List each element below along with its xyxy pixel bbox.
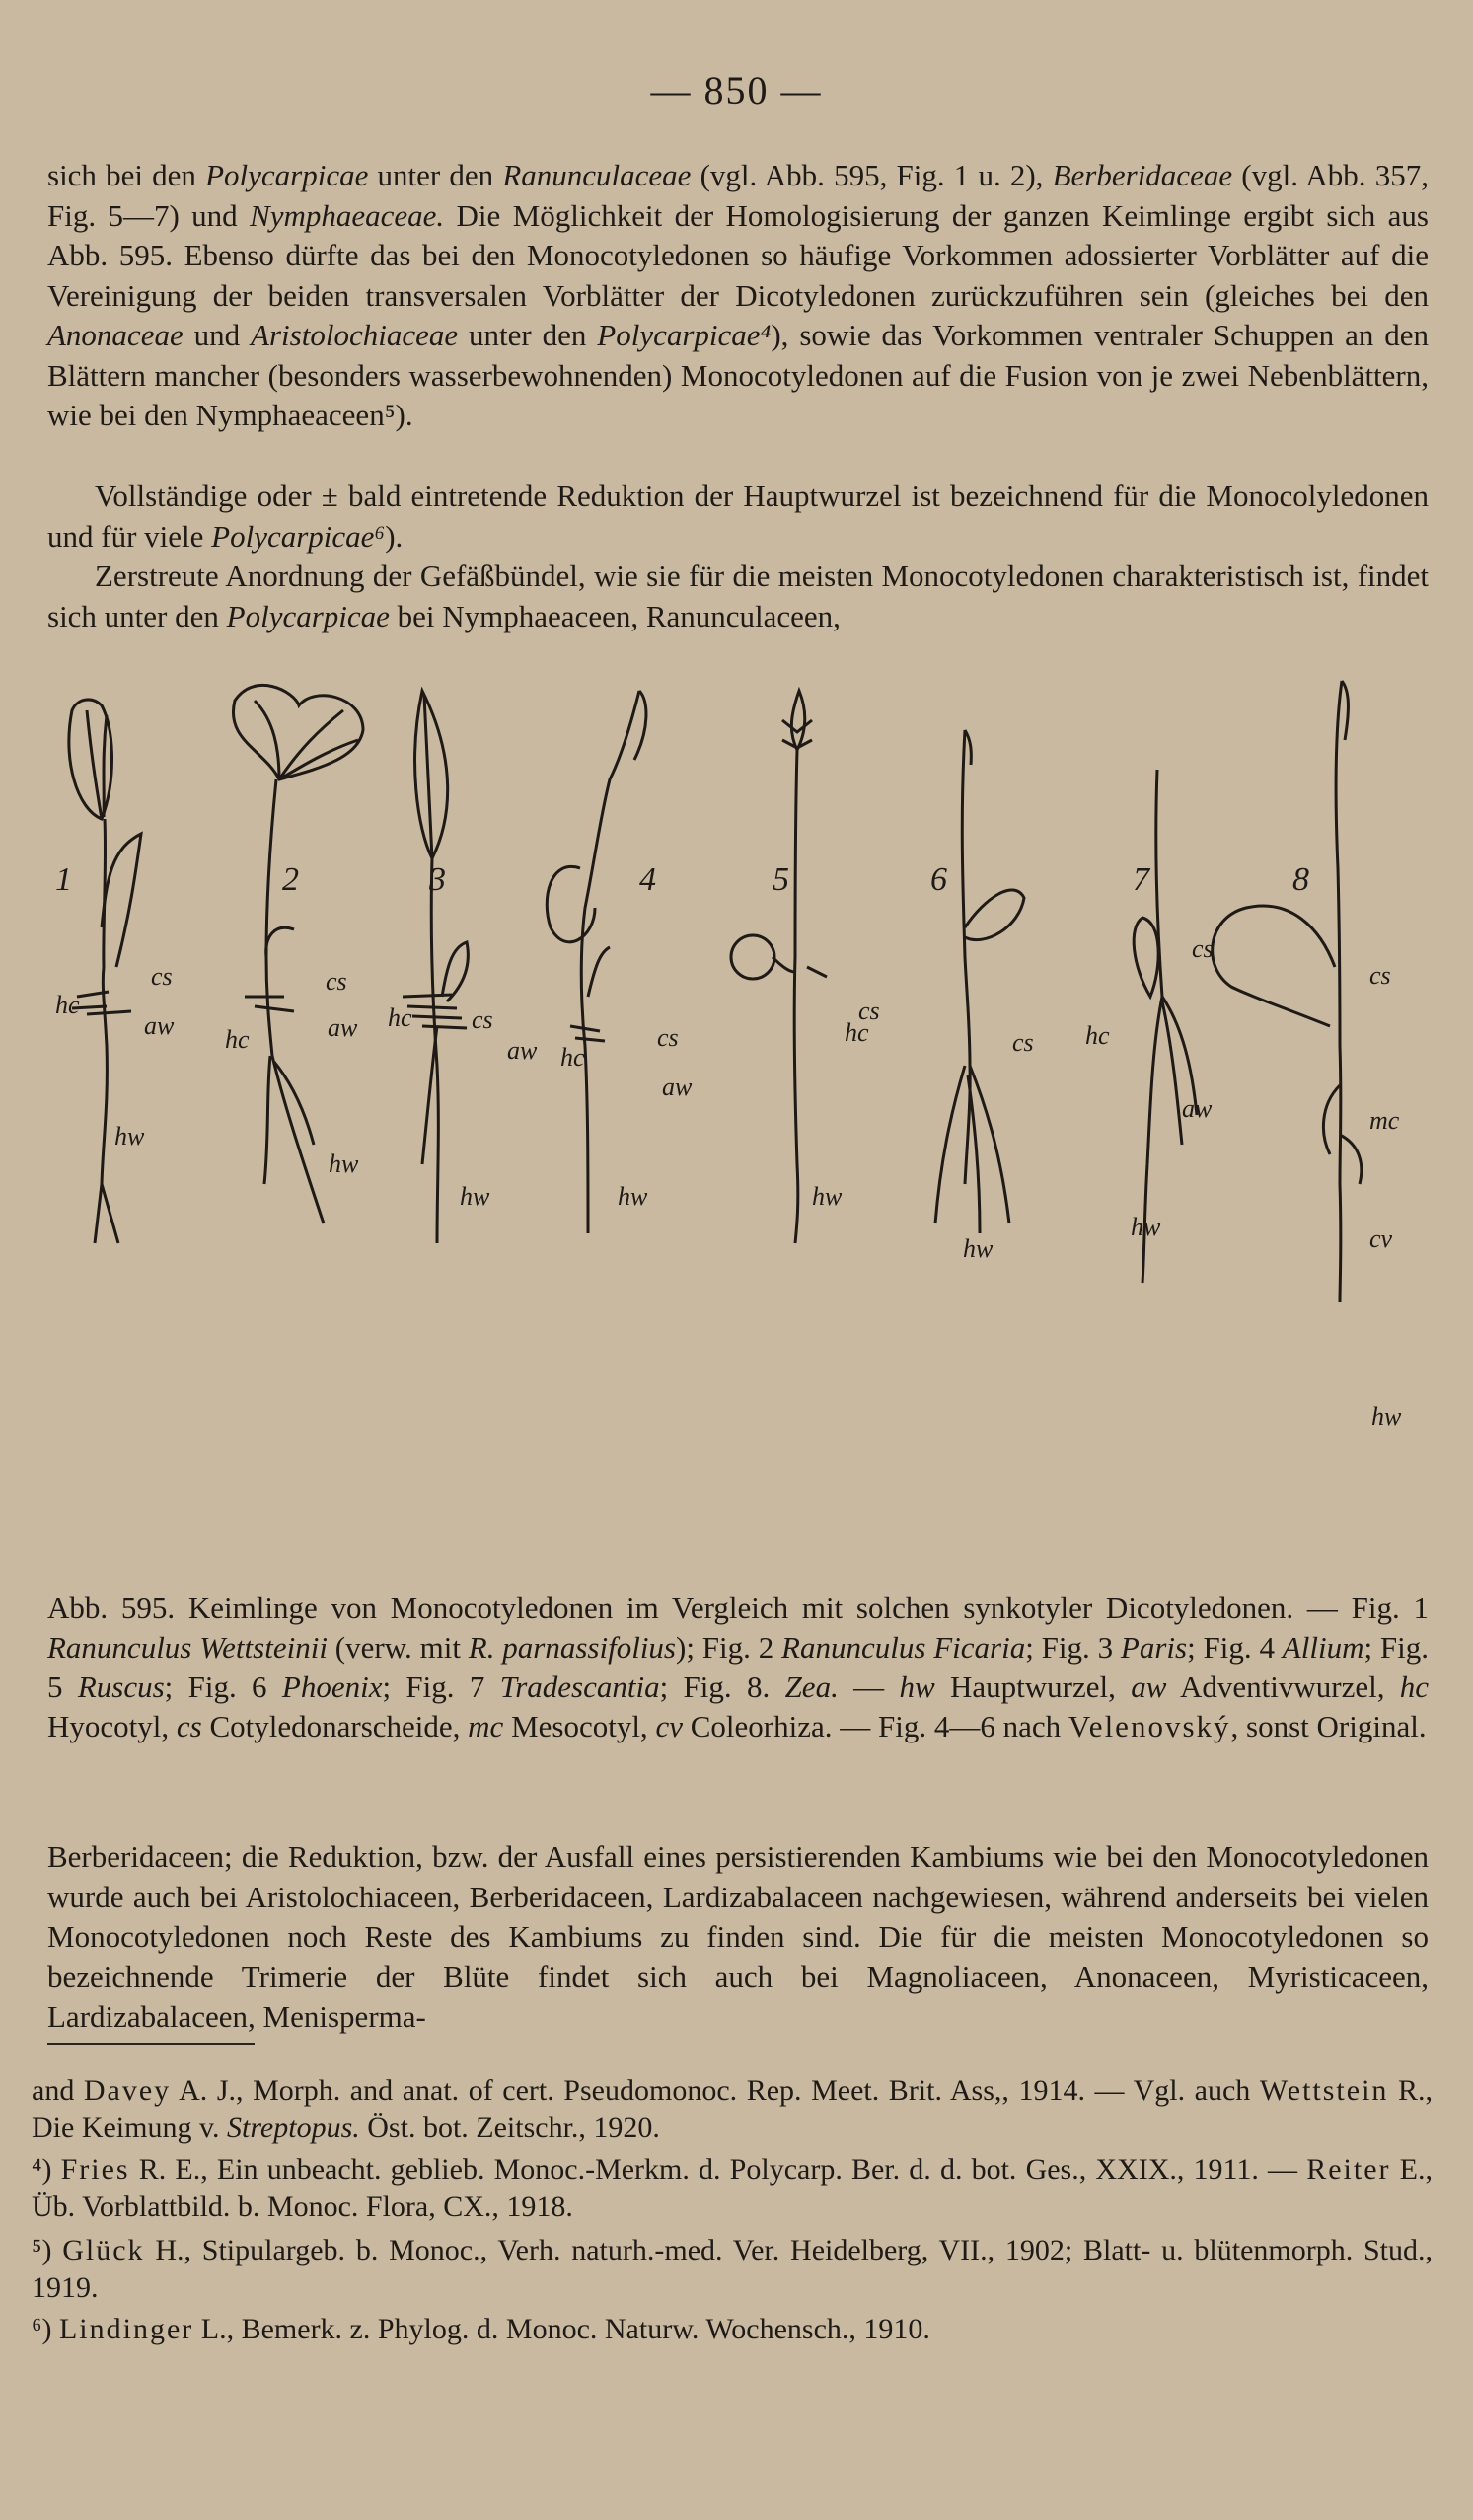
italic-segment: hw bbox=[899, 1669, 935, 1704]
label-hw-2: hw bbox=[329, 1149, 359, 1178]
paragraph-4 bbox=[47, 1837, 1429, 2038]
text-segment: — bbox=[838, 1669, 900, 1704]
text-segment: L., Bemerk. z. Phylog. d. Monoc. Naturw. Wochensch., 1910. bbox=[193, 2313, 930, 2345]
footnote-4 bbox=[32, 2151, 1433, 2226]
label-hc-1: hc bbox=[55, 991, 80, 1019]
text-segment: Hauptwurzel, bbox=[934, 1669, 1132, 1704]
text-segment: A. J., Morph. and anat. of cert. Pseudomonoc. Rep. Meet. Brit. Ass,, 1914. — Vgl. auch bbox=[171, 2074, 1260, 2107]
seedling-fig-1 bbox=[69, 700, 141, 1243]
label-hc-5: hc bbox=[845, 1018, 869, 1047]
text-segment: and bbox=[32, 2074, 84, 2107]
fig-number-5: 5 bbox=[773, 861, 789, 898]
italic-segment: Anonaceae bbox=[47, 318, 184, 352]
text-segment: Zerstreute Anordnung der Gefäßbündel, wie sie für die meisten Monocotyledonen charakteristisch ist, findet sich unter den bbox=[47, 558, 1429, 633]
italic-segment: Phoenix bbox=[281, 1669, 383, 1704]
italic-segment: Allium bbox=[1282, 1630, 1364, 1665]
text-segment: unter den bbox=[368, 158, 503, 192]
spaced-name-segment: Davey bbox=[83, 2074, 172, 2107]
italic-segment: Polycarpicae bbox=[226, 598, 390, 633]
seedling-fig-5 bbox=[731, 691, 827, 1243]
label-cs-7: cs bbox=[1192, 934, 1214, 963]
label-cv-8: cv bbox=[1369, 1224, 1393, 1253]
label-hw-1: hw bbox=[114, 1122, 145, 1150]
fig-number-6: 6 bbox=[930, 861, 947, 898]
text-segment: unter den bbox=[458, 318, 598, 352]
text-segment: Abb. 595. Keimlinge von Monocotyledonen im Vergleich mit solchen synkotyler Dicotyledonen. — Fig. 1 bbox=[47, 1591, 1429, 1625]
text-segment: Öst. bot. Zeitschr., 1920. bbox=[359, 2112, 660, 2144]
seedling-fig-4 bbox=[547, 691, 646, 1233]
spaced-name-segment: Glück bbox=[62, 2234, 145, 2266]
fig-number-2: 2 bbox=[282, 861, 299, 898]
footnote-continued bbox=[32, 2072, 1433, 2147]
italic-segment: Polycarpicae⁶ bbox=[211, 518, 386, 554]
label-cs-3: cs bbox=[472, 1005, 493, 1034]
italic-segment: Tradescantia bbox=[499, 1669, 660, 1704]
text-segment: R., Die Keimung v. bbox=[32, 2074, 1433, 2144]
seedling-fig-6 bbox=[935, 730, 1024, 1233]
label-hw-8: hw bbox=[1371, 1402, 1402, 1431]
text-segment: ); Fig. 2 bbox=[676, 1630, 782, 1665]
label-cs-4: cs bbox=[657, 1023, 679, 1052]
text-segment: ; Fig. 4 bbox=[1187, 1630, 1283, 1665]
label-hc-4: hc bbox=[560, 1043, 585, 1072]
italic-segment: Streptopus. bbox=[227, 2112, 360, 2144]
label-hw-7: hw bbox=[1131, 1213, 1161, 1241]
footnote-rule bbox=[47, 2043, 255, 2045]
footnote-6 bbox=[32, 2311, 1433, 2348]
text-segment: ; Fig. 7 bbox=[382, 1669, 500, 1704]
label-cs-1: cs bbox=[151, 962, 173, 991]
label-hw-6: hw bbox=[963, 1234, 994, 1263]
text-segment: ⁵) bbox=[32, 2234, 63, 2266]
spaced-name-segment: Reiter bbox=[1306, 2153, 1391, 2186]
fig-number-8: 8 bbox=[1292, 861, 1309, 898]
text-segment: Hyocotyl, bbox=[47, 1709, 177, 1743]
italic-segment: Berberidaceae bbox=[1052, 158, 1233, 192]
spaced-name-segment: Velenovský bbox=[1068, 1709, 1231, 1743]
paragraph-3 bbox=[47, 556, 1429, 636]
italic-segment: Paris bbox=[1120, 1630, 1188, 1665]
seedling-fig-7 bbox=[1134, 770, 1197, 1283]
label-aw-4: aw bbox=[662, 1073, 693, 1101]
italic-segment: Polycarpicae bbox=[205, 158, 369, 192]
italic-segment: hc bbox=[1399, 1669, 1430, 1704]
text-segment: ). bbox=[385, 518, 404, 554]
label-hc-3: hc bbox=[388, 1003, 412, 1032]
label-cs-5: cs bbox=[858, 997, 880, 1025]
label-hc-2: hc bbox=[225, 1025, 250, 1054]
italic-segment: cv bbox=[655, 1709, 683, 1743]
italic-segment: Zea. bbox=[784, 1669, 839, 1704]
text-segment: (verw. mit bbox=[327, 1630, 469, 1665]
fig-number-1: 1 bbox=[55, 861, 72, 898]
text-segment: , sonst Original. bbox=[1230, 1709, 1427, 1743]
seedling-fig-2 bbox=[233, 685, 363, 1223]
label-aw-7: aw bbox=[1182, 1094, 1213, 1123]
text-segment: ; Fig. 8. bbox=[659, 1669, 785, 1704]
label-hw-3: hw bbox=[460, 1182, 490, 1211]
fig-number-7: 7 bbox=[1133, 861, 1149, 898]
italic-segment: Ranunculaceae bbox=[502, 158, 692, 192]
text-segment: E., Üb. Vorblattbild. b. Monoc. Flora, CX., 1918. bbox=[32, 2153, 1434, 2223]
footnote-5 bbox=[32, 2232, 1433, 2307]
text-segment: Mesocotyl, bbox=[503, 1709, 656, 1743]
text-segment: ⁶) bbox=[32, 2313, 59, 2345]
spaced-name-segment: Wettstein bbox=[1259, 2074, 1389, 2107]
label-aw-2: aw bbox=[328, 1013, 358, 1042]
text-segment: (vgl. Abb. 357, Fig. 5—7) und bbox=[47, 158, 1429, 233]
italic-segment: Polycarpicae⁴ bbox=[597, 318, 772, 352]
text-segment: sich bei den bbox=[47, 158, 206, 192]
spaced-name-segment: Lindinger bbox=[58, 2313, 194, 2345]
label-hw-5: hw bbox=[812, 1182, 843, 1211]
text-segment: Adventivwurzel, bbox=[1166, 1669, 1400, 1704]
label-hw-4: hw bbox=[618, 1182, 648, 1211]
text-segment: und bbox=[183, 318, 252, 352]
figure-caption bbox=[47, 1589, 1429, 1746]
text-segment: (vgl. Abb. 595, Fig. 1 u. 2), bbox=[691, 158, 1053, 192]
italic-segment: Ranunculus Wettsteinii bbox=[47, 1630, 328, 1665]
text-segment: ), sowie das Vorkommen ventraler Schuppen an den Blättern mancher (besonders wasserbewohnenden) Monocotyledonen auf die Fusion von je zwei Nebenblättern, wie bei den Nymphaeaceen⁵). bbox=[47, 318, 1429, 432]
label-aw-1: aw bbox=[144, 1011, 175, 1040]
text-segment: Vollständige oder ± bald eintretende Reduktion der Hauptwurzel ist bezeichnend für die Monocolyledonen und für viele bbox=[47, 479, 1429, 554]
seedling-fig-3 bbox=[403, 691, 468, 1243]
seedling-figure bbox=[47, 671, 1448, 1598]
label-cs-6: cs bbox=[1012, 1028, 1034, 1057]
paragraph-2 bbox=[47, 477, 1429, 556]
label-mc-8: mc bbox=[1369, 1106, 1400, 1135]
seedling-fig-8 bbox=[1213, 681, 1362, 1302]
label-cs-8: cs bbox=[1369, 961, 1391, 990]
italic-segment: Ranunculus Ficaria bbox=[781, 1630, 1026, 1665]
paragraph-1 bbox=[47, 156, 1429, 436]
italic-segment: mc bbox=[468, 1709, 504, 1743]
label-hc-7: hc bbox=[1085, 1021, 1110, 1050]
text-segment: Die Möglichkeit der Homologisierung der ganzen Keimlinge ergibt sich aus Abb. 595. Ebenso dürfte das bei den Monocotyledonen so häufige Vorkommen adossierter Vorblätter auf die Vereinigung der beiden transversalen Vorblätter der Dicotyledonen zurückzuführen sein (gleiches bei den bbox=[47, 197, 1429, 313]
spaced-name-segment: Fries bbox=[60, 2153, 130, 2186]
text-segment: ; Fig. 6 bbox=[164, 1669, 282, 1704]
text-segment: ⁴) bbox=[32, 2153, 61, 2186]
text-segment: H., Stipulargeb. b. Monoc., Verh. naturh.-med. Ver. Heidelberg, VII., 1902; Blatt- u. blütenmorph. Stud., 1919. bbox=[32, 2234, 1434, 2304]
text-segment: Coleorhiza. — Fig. 4—6 nach bbox=[682, 1709, 1068, 1743]
text-segment: bei Nymphaeaceen, Ranunculaceen, bbox=[389, 598, 841, 633]
label-aw-3: aw bbox=[507, 1036, 538, 1065]
italic-segment: Aristolochiaceae bbox=[251, 318, 459, 352]
italic-segment: aw bbox=[1131, 1669, 1167, 1704]
label-cs-2: cs bbox=[326, 967, 347, 996]
text-segment: Cotyledonarscheide, bbox=[201, 1709, 469, 1743]
fig-number-3: 3 bbox=[429, 861, 446, 898]
fig-number-4: 4 bbox=[639, 861, 656, 898]
italic-segment: cs bbox=[176, 1709, 202, 1743]
page-number: — 850 — bbox=[650, 68, 823, 112]
text-segment: Berberidaceen; die Reduktion, bzw. der Ausfall eines persistierenden Kambiums wie bei den Monocotyledonen wurde auch bei Aristolochiaceen, Berberidaceen, Lardizabalaceen nachgewiesen, während anderseits bei vielen Monocotyledonen noch Reste des Kambiums zu finden sind. Die für die meisten Monocotyledonen so bezeichnende Trimerie der Blüte findet sich auch bei Magnoliaceen, Anonaceen, Myristicaceen, Lardizabalaceen, Menisperma- bbox=[47, 1839, 1429, 2034]
text-segment: ; Fig. 5 bbox=[47, 1630, 1430, 1704]
italic-segment: Ruscus bbox=[77, 1669, 165, 1704]
italic-segment: R. parnassifolius bbox=[468, 1630, 676, 1665]
text-segment: R. E., Ein unbeacht. geblieb. Monoc.-Merkm. d. Polycarp. Ber. d. d. bot. Ges., XXIX., 1911. — bbox=[129, 2153, 1307, 2186]
text-segment: ; Fig. 3 bbox=[1025, 1630, 1121, 1665]
italic-segment: Nymphaeaceae. bbox=[250, 197, 445, 233]
